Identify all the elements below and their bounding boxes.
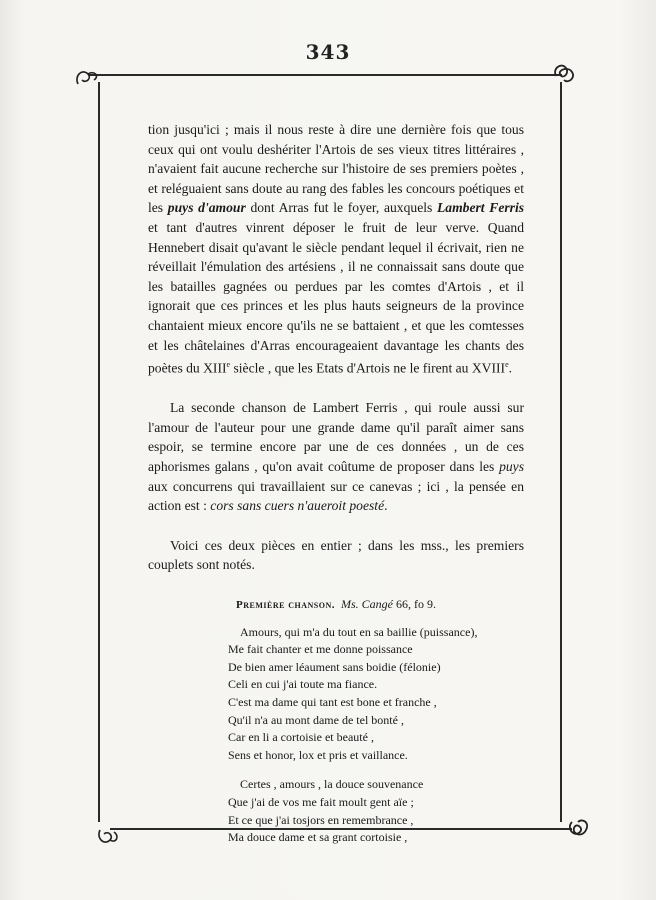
poem-line: Car en li a cortoisie et beauté , bbox=[228, 730, 374, 745]
poem-heading bbox=[148, 595, 524, 616]
emphasis-quote: cors sans cuers n'aueroit poesté bbox=[210, 498, 385, 514]
page-text bbox=[148, 120, 524, 847]
manuscript-folio: 66, fo 9. bbox=[395, 597, 436, 611]
poem-stanza-1 bbox=[228, 624, 524, 765]
paragraph-2: La seconde chanson de Lambert Ferris , qui roule aussi sur l'amour de l'auteur pour une grande dame qu'il paraît aimer sans espoir, se termine encore par une de ces données , un de ces aphorismes galans , qu'on avait coûtume de proposer dans les puys aux concurrens qui travaillaient sur ce canevas ; ici , la pensée en action est : cors sans cuers n'aueroit poesté. bbox=[148, 400, 524, 514]
poem-line: Sens et honor, lox et pris et vaillance. bbox=[228, 747, 408, 762]
corner-ornament-icon bbox=[562, 814, 592, 844]
poem-line: Me fait chanter et me donne poissance bbox=[228, 642, 413, 657]
poem-line: Que j'ai de vos me fait moult gent aïe ; bbox=[228, 794, 414, 809]
poem bbox=[148, 624, 524, 847]
manuscript-source: Ms. Cangé bbox=[340, 597, 393, 611]
emphasis-puys: puys bbox=[499, 459, 524, 475]
poem-title: Première chanson. bbox=[236, 599, 335, 611]
corner-ornament-icon bbox=[72, 62, 102, 92]
corner-ornament-icon bbox=[92, 822, 122, 852]
emphasis-puys-damour: puys d'amour bbox=[167, 200, 246, 216]
poem-line: De bien amer léaument sans boidie (félonie) bbox=[228, 659, 441, 674]
corner-ornament-icon bbox=[548, 58, 578, 88]
poem-stanza-2 bbox=[228, 776, 524, 846]
poem-line: C'est ma dame qui tant est bone et franche , bbox=[228, 694, 437, 709]
poem-line: Et ce que j'ai tosjors en remembrance , bbox=[228, 812, 414, 827]
paragraph-3: Voici ces deux pièces en entier ; dans les mss., les premiers couplets sont notés. bbox=[148, 537, 524, 573]
poem-line: Certes , amours , la douce souvenance bbox=[240, 777, 424, 792]
poem-line: Amours, qui m'a du tout en sa baillie (puissance), bbox=[240, 624, 478, 639]
page-number: 343 bbox=[305, 40, 351, 64]
frame-border-top bbox=[88, 74, 562, 76]
poem-line: Qu'il n'a au mont dame de tel bonté , bbox=[228, 712, 404, 727]
paragraph-1: tion jusqu'ici ; mais il nous reste à dire une dernière fois que tous ceux qui ont voulu deshériter l'Artois de ses vieux titres littéraires , n'avaient fait aucune recherche sur l'histoire de ses premiers poètes , et reléguaient sans doute au rang des fables les concours poétiques et les puys d'amour dont Arras fut le foyer, auxquels Lambert Ferris et tant d'autres vinrent déposer le fruit de leur verve. Quand Hennebert disait qu'avant le siècle pendant lequel il écrivait, rien ne réveillait l'émulation des artésiens , il ne connaissait sans doute que les batailles gagnées ou perdues par les comtes d'Artois , et il ignorait que ces princes et les plus hauts seigneurs de la province chantaient mieux encore qu'ils ne se battaient , et que les comtesses et les châtelaines d'Arras encourageaient davantage les chants des poètes du XIIIe siècle , que les Etats d'Artois ne le firent au XVIIIe. bbox=[148, 122, 525, 376]
poem-line: Ma douce dame et sa grant cortoisie , bbox=[228, 830, 408, 845]
poem-line: Celi en cui j'ai toute ma fiance. bbox=[228, 677, 378, 692]
emphasis-lambert-ferris: Lambert Ferris bbox=[437, 200, 525, 216]
frame-border-left bbox=[98, 82, 100, 822]
frame-border-right bbox=[560, 82, 562, 822]
